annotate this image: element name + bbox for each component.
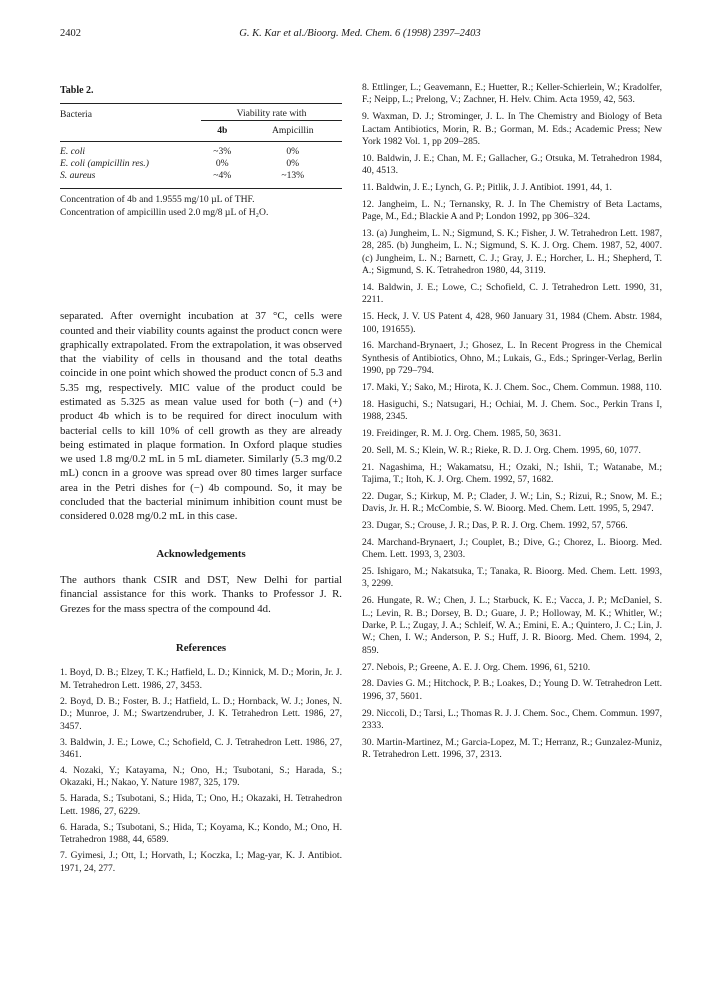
reference-item: 20. Sell, M. S.; Klein, W. R.; Rieke, R. D. J. Org. Chem. 1995, 60, 1077. bbox=[362, 444, 641, 456]
table-note-1: Concentration of 4b and 1.9555 mg/10 µL of THF. bbox=[60, 194, 255, 206]
reference-item: 19. Freidinger, R. M. J. Org. Chem. 1985, 50, 3631. bbox=[362, 428, 562, 440]
body-paragraph: separated. After overnight incubation at 37 °C, cells were counted and their viability counts against the product concn were graphically extrapolated. From the extrapolation, it was observed that the viability of cells in thousand and the total deaths coincide in one point which showed the product concn of 5.3 and 5.35 mg, respectively. MIC value of the product could be estimated as 5.325 as mean value used for both (−) and (+) product 4b which is to be required for direct inoculum with bacterial cells to kill 10% of cell growth as they are already being estimated in plaque formation. In Oxford plaque studies we used 1.8 mg/0.2 mL in 5 mL diameter. Similarly (5.3 mg/0.2 mL) concn in a groove was spread over 80 times larger surface area in the Petri dishes for (−) 4b compound. So, it may be concluded that the bacterial minimum inhibition count must be considered 0.028 mg/0.2 mL in this case. bbox=[60, 310, 342, 523]
bacteria-name: E. coli (ampicillin res.) bbox=[60, 158, 149, 170]
reference-item: 30. Martin-Martinez, M.; Garcia-Lopez, M. T.; Herranz, R.; Gunzalez-Muniz, R. Tetrahedron Lett. 1996, 37, 2313. bbox=[362, 736, 662, 761]
table-note-2: Concentration of ampicillin used 2.0 mg/8 µL of H₂O. bbox=[60, 206, 269, 218]
table-title: Table 2. bbox=[60, 85, 94, 96]
table-notes bbox=[60, 194, 342, 219]
reference-item: 25. Ishigaro, M.; Nakatsuka, T.; Tanaka, R. Bioorg. Med. Chem. Lett. 1993, 3, 2299. bbox=[362, 566, 662, 590]
left-column bbox=[60, 84, 342, 879]
col-header-viability: Viability rate with bbox=[201, 104, 342, 121]
table-2 bbox=[60, 84, 342, 219]
reference-item: 18. Hasiguchi, S.; Natsugari, H.; Ochiai, M. J. Chem. Soc., Perkin Trans I, 1988, 2345. bbox=[362, 398, 662, 423]
col-header-ampicillin: Ampicillin bbox=[244, 121, 342, 142]
viability-4b: ~3% bbox=[213, 146, 232, 158]
reference-item: 17. Maki, Y.; Sako, M.; Hirota, K. J. Chem. Soc., Chem. Commun. 1988, 110. bbox=[362, 382, 662, 394]
reference-item: 7. Gyimesi, J.; Ott, I.; Horvath, I.; Koczka, I.; Mag-yar, K. J. Antibiot. 1971, 24, 277. bbox=[60, 850, 342, 874]
viability-ampicillin: 0% bbox=[286, 158, 300, 170]
reference-item: 10. Baldwin, J. E.; Chan, M. F.; Gallacher, G.; Otsuka, M. Tetrahedron 1984, 40, 4513. bbox=[362, 152, 662, 177]
page-number: 2402 bbox=[60, 28, 81, 39]
viability-4b: ~4% bbox=[201, 170, 244, 189]
references-list-left bbox=[60, 667, 342, 875]
right-column bbox=[362, 82, 662, 766]
reference-item: 3. Baldwin, J. E.; Lowe, C.; Schofield, C. J. Tetrahedron Lett. 1986, 27, 3461. bbox=[60, 736, 342, 760]
bacteria-name: S. aureus bbox=[60, 170, 201, 189]
reference-item: 2. Boyd, D. B.; Foster, B. J.; Hatfield, L. D.; Hornback, W. J.; Jones, N. D.; Munroe, J. M.; Swartzendruber, J. K. Tetrahedron Lett. 1986, 27, 3457. bbox=[60, 695, 342, 732]
reference-item: 22. Dugar, S.; Kirkup, M. P.; Clader, J. W.; Lin, S.; Rizui, R.; Snow, M. E.; Davis, Jr. H. R.; McCombie, S. W. Bioorg. Med. Chem. Lett. 1995, 5, 2947. bbox=[362, 490, 662, 515]
viability-ampicillin: ~13% bbox=[244, 170, 342, 189]
reference-item: 21. Nagashima, H.; Wakamatsu, H.; Ozaki, N.; Ishii, T.; Watanabe, M.; Tajima, T.; Itoh, K. J. Org. Chem. 1992, 57, 1682. bbox=[362, 461, 662, 486]
references-heading: References bbox=[175, 641, 227, 654]
reference-item: 23. Dugar, S.; Crouse, J. R.; Das, P. R. J. Org. Chem. 1992, 57, 5766. bbox=[362, 520, 628, 532]
reference-item: 12. Jangheim, L. N.; Ternansky, R. J. In The Chemistry of Beta Lactams, Page, M., Ed.; Blackie A and P; London 1992, pp 306–324. bbox=[362, 198, 662, 223]
reference-item: 4. Nozaki, Y.; Katayama, N.; Ono, H.; Tsubotani, S.; Harada, S.; Okazaki, H.; Nakao, Y. Nature 1987, 325, 179. bbox=[60, 765, 342, 789]
acknowledgements-text: The authors thank CSIR and DST, New Delhi for partial financial assistance for this work. Thanks to Professor J. R. Grezes for the mass spectra of the compound 4d. bbox=[60, 574, 342, 615]
table-row bbox=[60, 158, 342, 170]
reference-item: 11. Baldwin, J. E.; Lynch, G. P.; Pitlik, J. J. Antibiot. 1991, 44, 1. bbox=[362, 182, 612, 194]
reference-item: 9. Waxman, D. J.; Strominger, J. L. In The Chemistry and Biology of Beta Lactam Antibiotics, Morin, R. B.; Gorman, M. Eds.; Academic Press; New York 1982 Vol. 1, pp 209–285. bbox=[362, 111, 662, 148]
reference-item: 5. Harada, S.; Tsubotani, S.; Hida, T.; Ono, H.; Okazaki, H. Tetrahedron Lett. 1986, 27, 6229. bbox=[60, 793, 342, 817]
reference-item: 15. Heck, J. V. US Patent 4, 428, 960 January 31, 1984 (Chem. Abstr. 1984, 100, 191655). bbox=[362, 311, 662, 335]
viability-ampicillin: 0% bbox=[286, 146, 300, 158]
table-row bbox=[60, 170, 342, 189]
col-header-4b: 4b bbox=[201, 121, 244, 142]
reference-item: 16. Marchand-Brynaert, J.; Ghosez, L. In Recent Progress in the Chemical Synthesis of Antibiotics, Ohno, M.; Lukais, G., Eds.; Springer-Verlag, Berlin 1990, pp 729–794. bbox=[362, 340, 662, 377]
reference-item: 1. Boyd, D. B.; Elzey, T. K.; Hatfield, L. D.; Kinnick, M. D.; Morin, Jr. J. M. Tetrahedron Lett. 1986, 27, 3453. bbox=[60, 667, 342, 691]
running-header bbox=[60, 28, 660, 44]
acknowledgements-heading: Acknowledgements bbox=[156, 547, 246, 560]
viability-4b: 0% bbox=[215, 158, 229, 170]
journal-citation: G. K. Kar et al./Bioorg. Med. Chem. 6 (1998) 2397–2403 bbox=[239, 28, 481, 39]
bacteria-name: E. coli bbox=[60, 146, 86, 158]
table-row bbox=[60, 142, 342, 159]
col-header-bacteria: Bacteria bbox=[60, 104, 201, 121]
references-list-right bbox=[362, 82, 662, 762]
reference-item: 29. Niccoli, D.; Tarsi, L.; Thomas R. J. J. Chem. Soc., Chem. Commun. 1997, 2333. bbox=[362, 707, 662, 732]
reference-item: 27. Nebois, P.; Greene, A. E. J. Org. Chem. 1996, 61, 5210. bbox=[362, 661, 591, 673]
reference-item: 26. Hungate, R. W.; Chen, J. L.; Starbuck, K. E.; Vacca, J. P.; McDaniel, S. L.; Levin, R. B.; Dorsey, B. D.; Guare, J. P.; Holloway, M. K.; Whitler, W.; Darke, P. L.; Zugay, J. A.; Schleif, W. A.; Emini, E. A.; Quintero, J. C.; Lin, J. W.; Chen, I. W.; Anderson, P. S.; Huff, J. R. Bioorg. Med. Chem. 1994, 2, 859. bbox=[362, 595, 662, 656]
col-header-blank bbox=[60, 121, 201, 142]
reference-item: 14. Baldwin, J. E.; Lowe, C.; Schofield, C. J. Tetrahedron Lett. 1990, 31, 2211. bbox=[362, 282, 662, 306]
reference-item: 6. Harada, S.; Tsubotani, S.; Hida, T.; Koyama, K.; Kondo, M.; Ono, H. Tetrahedron 1988, 44, 6589. bbox=[60, 821, 342, 846]
reference-item: 28. Davies G. M.; Hitchock, P. B.; Loakes, D.; Young D. W. Tetrahedron Lett. 1996, 37, 5601. bbox=[362, 678, 662, 702]
reference-item: 24. Marchand-Brynaert, J.; Couplet, B.; Dive, G.; Chorez, L. Bioorg. Med. Chem. Lett. 1993, 3, 2303. bbox=[362, 536, 662, 561]
viability-table bbox=[60, 103, 342, 189]
reference-item: 8. Ettlinger, L.; Geavemann, E.; Huetter, R.; Keller-Schierlein, W.; Kradolfer, F.; Neipp, L.; Prelong, V.; Zachner, H. Helv. Chim. Acta 1959, 42, 563. bbox=[362, 82, 662, 106]
reference-item: 13. (a) Jungheim, L. N.; Sigmund, S. K.; Fisher, J. W. Tetrahedron Lett. 1987, 28, 285. (b) Jungheim, L. N.; Sigmund, S. K. J. Org. Chem. 1987, 52, 4007. (c) Jungheim, L. N.; Barnett, C. J.; Gray, J. E.; Horcher, L. H.; Shepherd, T. A.; Sigmund, S. K. Tetrahedron 1980, 44, 3119. bbox=[362, 228, 662, 277]
